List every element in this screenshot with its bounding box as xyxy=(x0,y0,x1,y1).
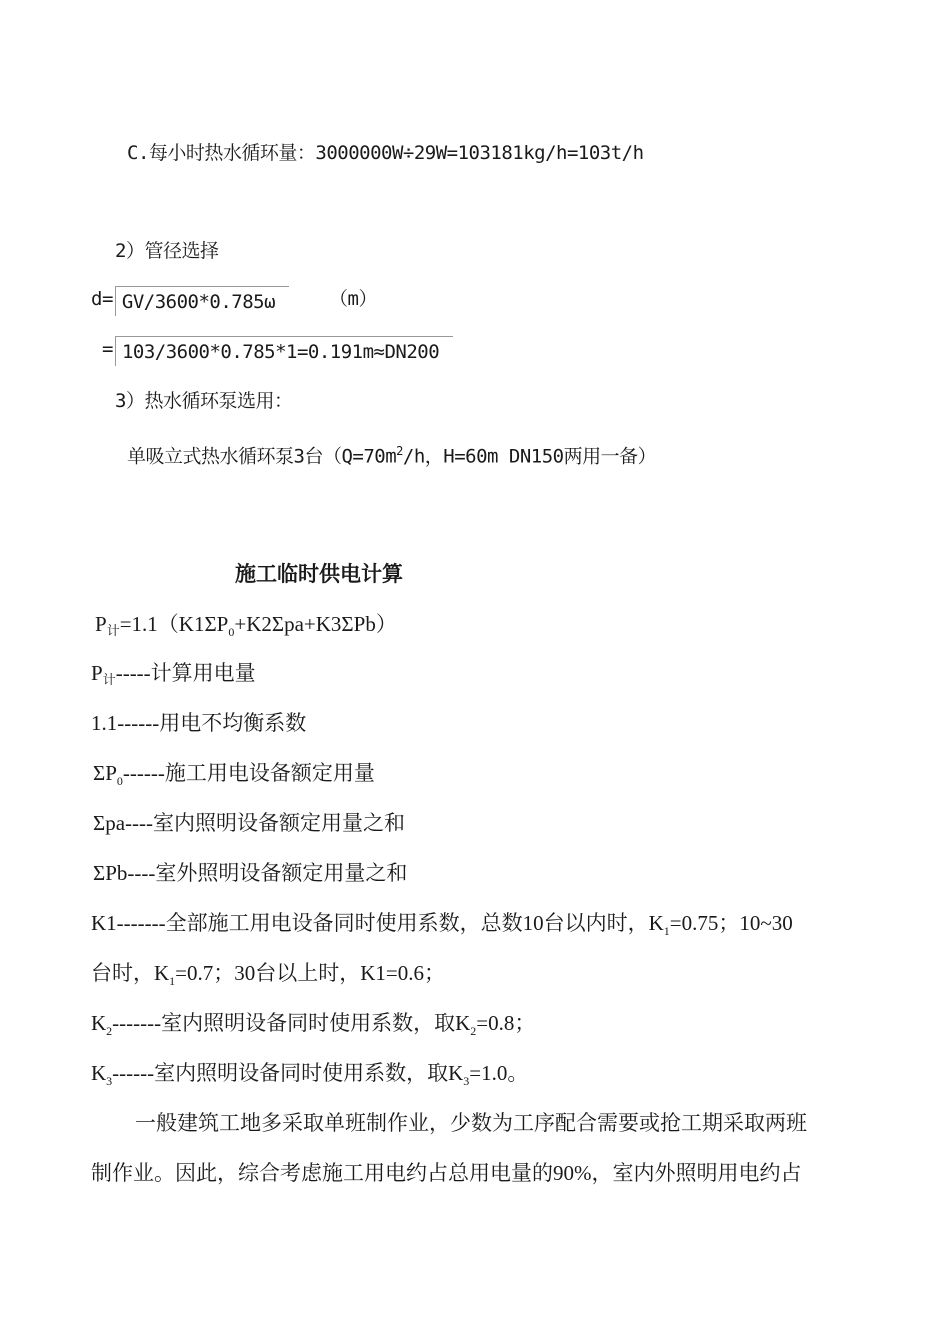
def-p0 xyxy=(93,760,375,794)
def-p0-text: ------施工用电设备额定用量 xyxy=(122,761,375,785)
k2-sub-2: 2 xyxy=(470,1024,477,1039)
k3-sub: 3 xyxy=(106,1074,113,1089)
formula-p-sub: 计 xyxy=(106,623,120,638)
k2-sub: 2 xyxy=(106,1024,113,1039)
k2-symbol: K xyxy=(91,1011,107,1035)
paragraph-line-2: 制作业。因此，综合考虑施工用电约占总用电量的90%，室内外照明用电约占 xyxy=(91,1161,802,1185)
diameter-formula xyxy=(91,286,377,316)
k1-text-a: K1-------全部施工用电设备同时使用系数，总数10台以内时，K xyxy=(91,911,664,935)
def-pa: Σpa----室内照明设备额定用量之和 xyxy=(93,811,406,835)
pump-spec xyxy=(127,438,656,469)
def-p-text: -----计算用电量 xyxy=(115,661,256,685)
formula-part-a: =1.1（K1ΣP xyxy=(119,612,229,636)
paragraph-line-1: 一般建筑工地多采取单班制作业，少数为工序配合需要或抢工期采取两班 xyxy=(135,1111,807,1135)
k1-line2-text-b: =0.7；30台以上时，K1=0.6； xyxy=(175,961,446,985)
formula-p: P xyxy=(95,612,107,636)
power-formula xyxy=(95,611,397,645)
k1-line2-text-a: 台时，K xyxy=(91,961,170,985)
formula-p0-sub: 0 xyxy=(228,625,235,640)
k1-line2-sub: 1 xyxy=(169,974,176,989)
def-k3 xyxy=(91,1060,528,1094)
diameter-prefix: d= xyxy=(91,288,113,310)
def-k1-line1 xyxy=(91,910,793,944)
k2-value: =0.8； xyxy=(476,1011,536,1035)
diameter-radicand: GV/3600*0.785ω xyxy=(115,286,289,316)
k3-sub-2: 3 xyxy=(463,1074,470,1089)
section-title: 施工临时供电计算 xyxy=(235,562,403,586)
k1-text-b: =0.75；10~30 xyxy=(669,911,793,935)
pump-spec-sup: 2 xyxy=(396,444,403,458)
pump-spec-text: 单吸立式热水循环泵3台（Q=70m xyxy=(127,445,397,468)
formula-part-b: +K2Σpa+K3ΣPb） xyxy=(234,612,397,636)
diameter-unit: （m） xyxy=(329,288,377,310)
def-1-1: 1.1------用电不均衡系数 xyxy=(91,711,307,735)
diameter-result xyxy=(102,336,453,366)
k2-text: -------室内照明设备同时使用系数，取K xyxy=(112,1011,471,1035)
def-p xyxy=(91,660,256,689)
result-radicand: 103/3600*0.785*1=0.191m≈DN200 xyxy=(115,336,453,366)
def-p-sub: 计 xyxy=(102,672,116,687)
k3-value: =1.0。 xyxy=(469,1061,529,1085)
def-p0-symbol: ΣP xyxy=(93,761,117,785)
pump-heading: 3）热水循环泵选用： xyxy=(115,390,293,412)
hot-water-flow-line: C.每小时热水循环量：3000000W÷29W=103181kg/h=103t/h xyxy=(127,142,644,164)
def-p-symbol: P xyxy=(91,661,103,685)
k3-symbol: K xyxy=(91,1061,107,1085)
def-p0-sub: 0 xyxy=(116,774,123,789)
result-prefix: = xyxy=(102,338,113,360)
k3-text: ------室内照明设备同时使用系数，取K xyxy=(112,1061,464,1085)
k1-sub: 1 xyxy=(663,924,670,939)
pump-spec-text-end: /h，H=60m DN150两用一备） xyxy=(402,445,657,468)
def-pb: ΣPb----室外照明设备额定用量之和 xyxy=(93,861,408,885)
pipe-diameter-heading: 2）管径选择 xyxy=(115,240,219,262)
def-k2 xyxy=(91,1010,535,1044)
def-k1-line2 xyxy=(91,960,445,994)
